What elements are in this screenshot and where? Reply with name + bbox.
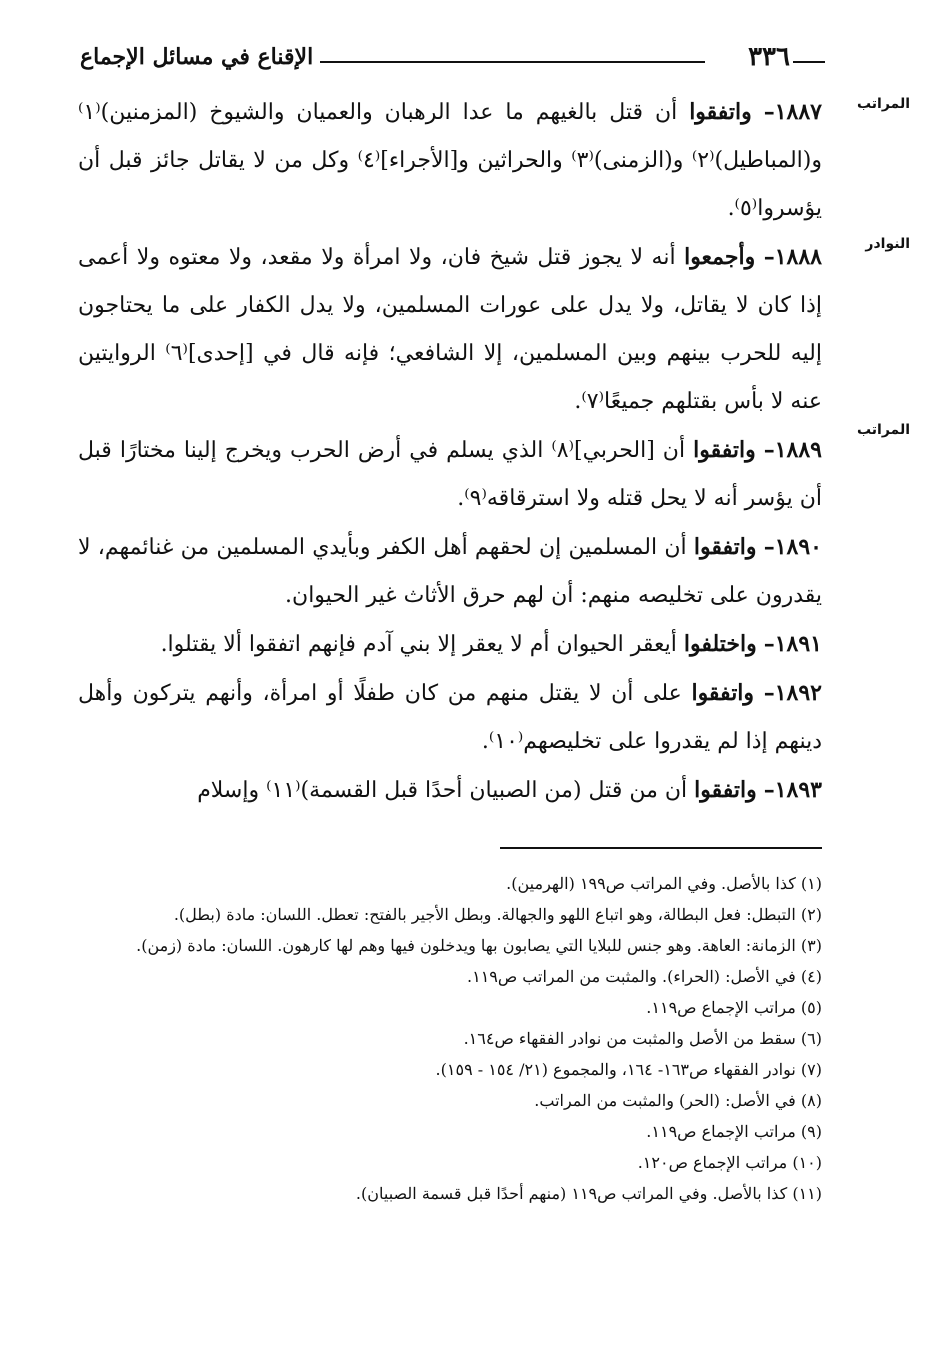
paragraph-keyword: واختلفوا (683, 631, 757, 657)
footnote-8: (٨) في الأصل: (الحر) والمثبت من المراتب. (534, 1091, 822, 1110)
paragraph-text: أن [الحربي]⁽٨⁾ الذي يسلم في أرض الحرب ويخرج إلينا مختارًا قبل أن يؤسر أنه لا يحل قتله ولا استرقاقه⁽٩⁾. (78, 438, 822, 511)
paragraph-number: ١٨٩٠– (763, 534, 822, 560)
paragraph-text: أن من قتل (من الصبيان أحدًا قبل القسمة)⁽١١⁾ وإسلام (197, 778, 695, 803)
paragraph-1888 (78, 233, 822, 426)
side-note-nawadir: النوادر (865, 236, 910, 252)
paragraph-text: أن المسلمين إن لحقهم أهل الكفر وبأيدي المسلمين من غنائمهم، لا يقدرون على تخليصه منهم: أن لهم حرق الأثاث غير الحيوان. (78, 535, 822, 608)
header-rule-right (793, 61, 825, 63)
paragraph-1887 (78, 88, 822, 233)
paragraph-keyword: واتفقوا (693, 534, 757, 560)
footnote-1: (١) كذا بالأصل. وفي المراتب ص١٩٩ (الهرمين). (506, 874, 822, 893)
book-title: الإقناع في مسائل الإجماع (80, 44, 314, 70)
paragraph-1893 (78, 766, 822, 815)
paragraph-1892 (78, 669, 822, 766)
paragraph-1890 (78, 523, 822, 620)
footnote-5: (٥) مراتب الإجماع ص١١٩. (646, 998, 822, 1017)
side-note-maratib-2: المراتب (856, 422, 910, 438)
footnote-7: (٧) نوادر الفقهاء ص١٦٣- ١٦٤، والمجموع (٢١/ ١٥٤ - ١٥٩). (435, 1060, 822, 1079)
side-note-maratib-1: المراتب (856, 96, 910, 112)
footnote-10: (١٠) مراتب الإجماع ص١٢٠. (637, 1153, 822, 1172)
footnote-divider (500, 847, 822, 849)
page-number: ٣٣٦ (748, 42, 790, 72)
paragraph-number: ١٨٨٩– (763, 437, 822, 463)
footnote-11: (١١) كذا بالأصل. وفي المراتب ص١١٩ (منهم أحدًا قبل قسمة الصبيان). (355, 1184, 822, 1203)
paragraph-number: ١٨٨٧– (763, 99, 822, 125)
paragraph-number: ١٨٩٢– (763, 680, 822, 706)
paragraph-text: أن قتل بالغيهم ما عدا الرهبان والعميان والشيوخ (المزمنين)⁽١⁾ و(المباطيل)⁽٢⁾ و(الزمنى)⁽٣⁾ والحراثين و[الأجراء]⁽٤⁾ وكل من لا يقاتل جائز قبل أن يؤسروا⁽٥⁾. (78, 100, 822, 221)
paragraph-1891 (78, 620, 822, 669)
header-rule-middle (320, 61, 705, 63)
page-header (60, 36, 830, 76)
footnote-3: (٣) الزمانة: العاهة. وهو جنس للبلايا التي يصابون بها ويدخلون فيها وهم لها كارهون. اللسان: مادة (زمن). (136, 936, 822, 955)
main-text (78, 88, 822, 815)
footnote-6: (٦) سقط من الأصل والمثبت من نوادر الفقهاء ص١٦٤. (463, 1029, 822, 1048)
paragraph-text: على أن لا يقتل منهم من كان طفلًا أو امرأة، وأنهم يتركون وأهل دينهم إذا لم يقدروا على تخليصهم⁽١٠⁾. (78, 681, 822, 754)
paragraph-number: ١٨٨٨– (763, 244, 822, 270)
footnote-2: (٢) التبطل: فعل البطالة، وهو اتباع اللهو والجهالة. وبطل الأجير بالفتح: تعطل. اللسان: مادة (بطل). (173, 905, 822, 924)
paragraph-keyword: واتفقوا (693, 437, 756, 463)
footnotes (78, 868, 822, 1209)
paragraph-text: أنه لا يجوز قتل شيخ فان، ولا امرأة ولا مقعد، ولا معتوه ولا أعمى إذا كان لا يقاتل، ولا يدل على عورات المسلمين، ولا يدل الكفار على ما يحتاجون إليه للحرب بينهم وبين المسلمين، إلا الشافعي؛ فإنه قال في [إحدى]⁽٦⁾ الروايتين عنه لا بأس بقتلهم جميعًا⁽٧⁾. (78, 245, 822, 414)
paragraph-keyword: واتفقوا (691, 680, 755, 706)
footnote-9: (٩) مراتب الإجماع ص١١٩. (646, 1122, 822, 1141)
paragraph-keyword: وأجمعوا (684, 244, 756, 270)
paragraph-1889 (78, 426, 822, 523)
paragraph-keyword: واتفقوا (689, 99, 752, 125)
paragraph-keyword: واتفقوا (694, 777, 757, 803)
paragraph-number: ١٨٩١– (763, 631, 822, 657)
paragraph-text: أيعقر الحيوان أم لا يعقر إلا بني آدم فإنهم اتفقوا ألا يقتلوا. (160, 632, 684, 657)
footnote-4: (٤) في الأصل: (الحراء). والمثبت من المراتب ص١١٩. (467, 967, 822, 986)
paragraph-number: ١٨٩٣– (763, 777, 822, 803)
